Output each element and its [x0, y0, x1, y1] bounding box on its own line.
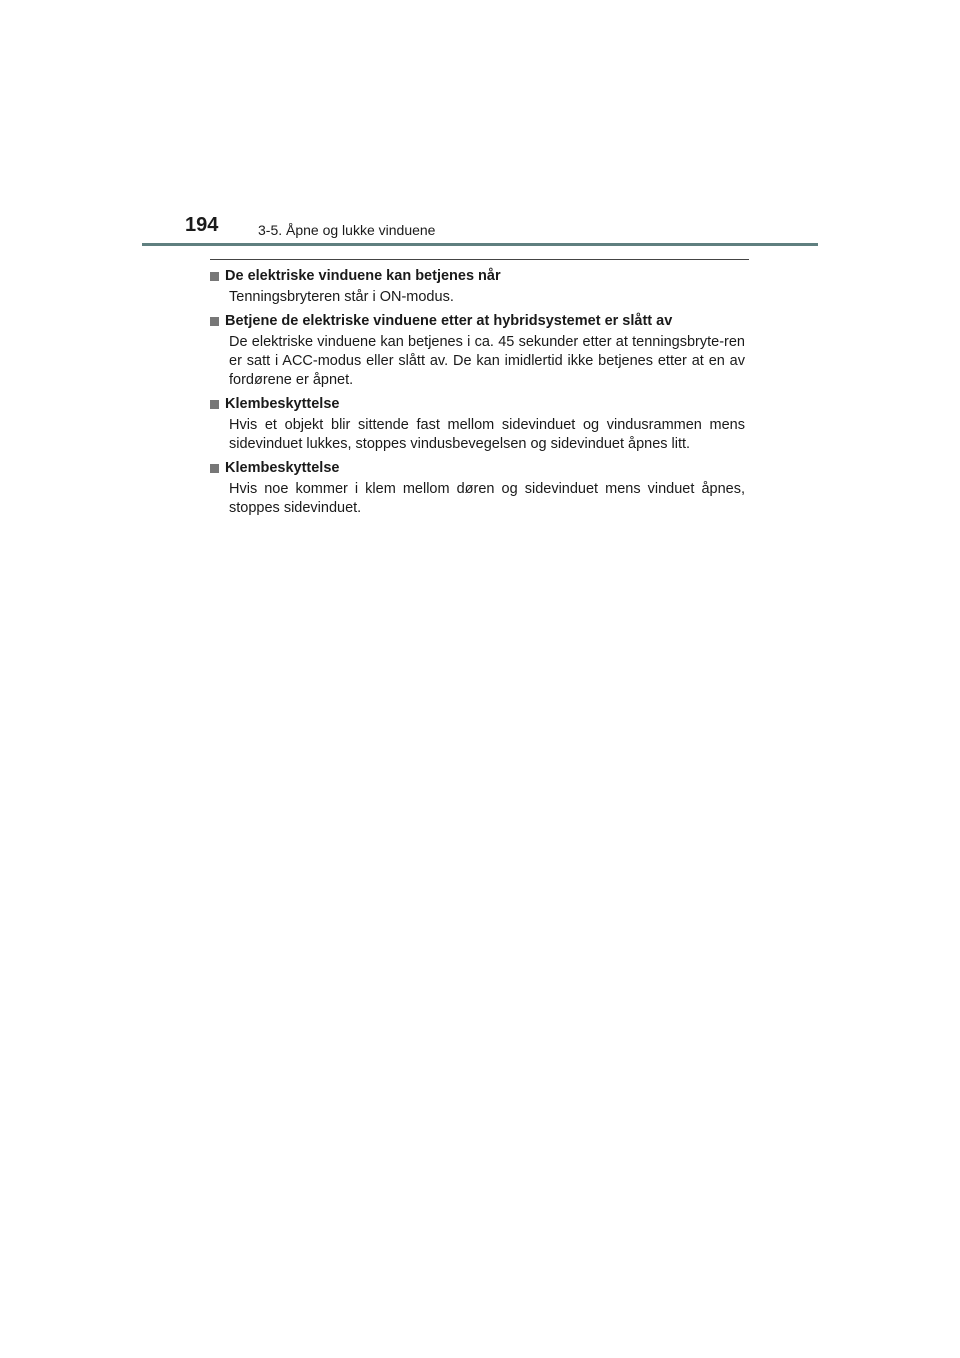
item-heading: Klembeskyttelse [225, 460, 340, 476]
square-bullet-icon [210, 464, 219, 473]
item-heading: Betjene de elektriske vinduene etter at hybridsystemet er slått av [225, 313, 673, 329]
list-item [210, 394, 745, 454]
header-rule [142, 243, 818, 246]
item-body: Hvis noe kommer i klem mellom døren og sidevinduet mens vinduet åpnes, stoppes sidevinduet. [229, 481, 745, 516]
section-title: 3-5. Åpne og lukke vinduene [258, 222, 436, 238]
item-body: Hvis et objekt blir sittende fast mellom sidevinduet og vindusrammen mens sidevinduet lukkes, stoppes vindusbevegelsen og sidevinduet åpnes litt. [229, 417, 745, 452]
square-bullet-icon [210, 317, 219, 326]
list-item [210, 266, 745, 307]
list-item [210, 458, 745, 518]
content-rule [210, 259, 749, 260]
square-bullet-icon [210, 400, 219, 409]
content [210, 266, 745, 522]
list-item [210, 311, 745, 390]
item-heading-row [210, 266, 745, 286]
item-heading-row [210, 394, 745, 414]
square-bullet-icon [210, 272, 219, 281]
item-body: Tenningsbryteren står i ON-modus. [229, 289, 454, 305]
page-number: 194 [185, 214, 219, 236]
item-heading: Klembeskyttelse [225, 396, 340, 412]
item-body: De elektriske vinduene kan betjenes i ca. 45 sekunder etter at tenningsbryte-ren er satt i ACC-modus eller slått av. De kan imidlertid ikke betjenes etter at en av fordørene er åpnet. [229, 334, 745, 388]
item-heading: De elektriske vinduene kan betjenes når [225, 268, 501, 284]
item-heading-row [210, 458, 745, 478]
item-heading-row [210, 311, 745, 331]
